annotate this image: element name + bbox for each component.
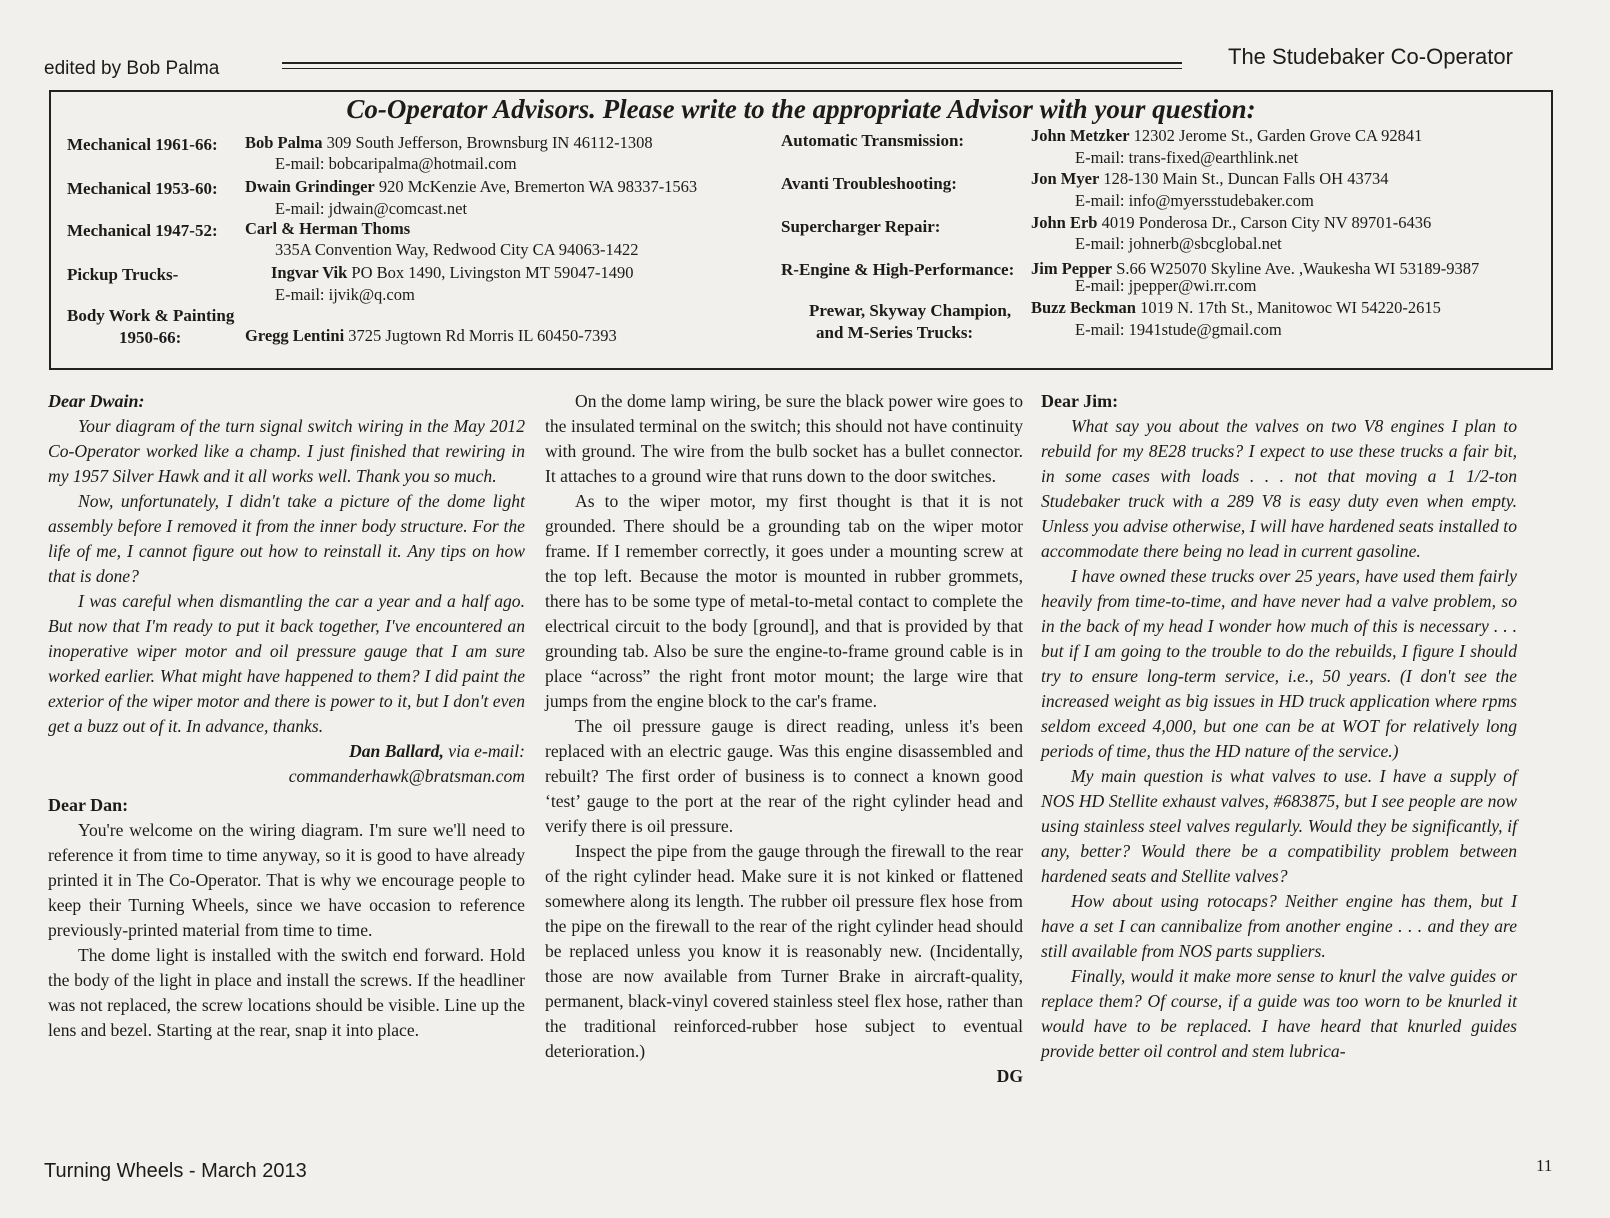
advisor-name: Bob Palma <box>245 133 323 152</box>
advisor-email[interactable]: E-mail: 1941stude@gmail.com <box>1075 320 1282 339</box>
advisor-entry <box>245 176 697 197</box>
salutation: Dear Jim: <box>1041 391 1119 411</box>
signature-email: commanderhawk@bratsman.com <box>288 766 525 786</box>
letter-paragraph: Now, unfortunately, I didn't take a picture of the dome light assembly before I removed it from the inner body structure. For the life of me, I cannot figure out how to reinstall it. Any tips on how that is done? <box>48 491 525 586</box>
advisor-email[interactable]: E-mail: info@myersstudebaker.com <box>1075 191 1314 210</box>
reply-paragraph: On the dome lamp wiring, be sure the black power wire goes to the insulated terminal on the switch; this should not have continuity with ground. The wire from the bulb socket has a bullet connector. It attaches to a ground wire that runs down to the door switches. <box>545 391 1023 486</box>
letter-paragraph: I was careful when dismantling the car a year and a half ago. But now that I'm ready to put it back together, I've encountered an inoperative wiper motor and oil pressure gauge that I am sure worked earlier. What might have happened to them? I did paint the exterior of the wiper motor and there is power to it, but I don't even get a buzz out of it. In advance, thanks. <box>48 591 525 736</box>
advisor-email[interactable]: E-mail: ijvik@q.com <box>275 285 415 304</box>
reply-paragraph: You're welcome on the wiring diagram. I'm sure we'll need to reference it from time to time anyway, so it is good to have already printed it in The Co-Operator. That is why we encourage people to keep their Turning Wheels, since we have occasion to reference previously-printed material from time to time. <box>48 820 525 940</box>
advisor-address: 128-130 Main St., Duncan Falls OH 43734 <box>1103 169 1389 188</box>
column-3 <box>1041 389 1517 1064</box>
advisor-entry <box>245 325 617 346</box>
advisor-entry <box>245 132 653 153</box>
letter-signature <box>48 739 525 764</box>
advisor-category-cont: and M-Series Trucks: <box>816 323 974 342</box>
section-title: The Studebaker Co-Operator <box>1228 44 1513 69</box>
advisor-category: Mechanical 1961-66: <box>67 135 218 154</box>
salutation: Dear Dan: <box>48 795 129 815</box>
advisor-email[interactable]: E-mail: jdwain@comcast.net <box>275 199 468 218</box>
advisor-category: Prewar, Skyway Champion, <box>809 301 1012 320</box>
advisor-entry <box>271 262 633 283</box>
advisor-address: 4019 Ponderosa Dr., Carson City NV 89701-6436 <box>1101 213 1432 232</box>
advisor-entry <box>1031 168 1388 189</box>
advisor-name: Buzz Beckman <box>1031 298 1136 317</box>
advisor-category: Pickup Trucks- <box>67 265 179 284</box>
advisor-entry <box>1031 297 1441 318</box>
advisor-address: 309 South Jefferson, Brownsburg IN 46112-1308 <box>326 133 653 152</box>
reply-paragraph: The oil pressure gauge is direct reading, unless it's been replaced with an electric gauge. Was this engine disassembled and rebuilt? The first order of business is to connect a known good ‘test’ gauge to the port at the rear of the right cylinder head and verify there is oil pressure. <box>545 716 1023 836</box>
advisor-category: R-Engine & High-Performance: <box>781 260 1015 279</box>
advisor-address: 920 McKenzie Ave, Bremerton WA 98337-1563 <box>378 177 698 196</box>
advisor-name: Jon Myer <box>1031 169 1100 188</box>
author-initials: DG <box>996 1066 1023 1086</box>
advisors-title: Co-Operator Advisors. Please write to the appropriate Advisor with your question: <box>346 94 1256 124</box>
advisor-category-cont: 1950-66: <box>119 328 182 347</box>
footer-issue: Turning Wheels - March 2013 <box>44 1160 307 1182</box>
advisor-entry <box>1031 125 1422 146</box>
letter-paragraph: My main question is what valves to use. I have a supply of NOS HD Stellite exhaust valves, #683875, but I see people are now using stainless steel valves regularly. Would they be significantly, if any, better? Would there be a compatibility problem between hardened seats and Stellite valves? <box>1041 766 1517 886</box>
letter-paragraph: What say you about the valves on two V8 engines I plan to rebuild for my 8E28 trucks? I expect to use these trucks a fair bit, in some cases with loads . . . not that moving a 1 1/2-ton Studebaker truck with a 289 V8 is easy duty even when empty. Unless you advise otherwise, I will have hardened seats installed to accommodate there being no lead in current gasoline. <box>1041 416 1517 561</box>
advisor-address: S.66 W25070 Skyline Ave. ,Waukesha WI 53189-9387 <box>1116 259 1480 278</box>
advisor-category: Automatic Transmission: <box>781 131 965 150</box>
advisor-address: PO Box 1490, Livingston MT 59047-1490 <box>351 263 634 282</box>
column-2 <box>545 389 1023 1089</box>
advisor-category: Body Work & Painting <box>67 306 235 325</box>
advisor-address: 3725 Jugtown Rd Morris IL 60450-7393 <box>348 326 617 345</box>
advisor-category: Mechanical 1947-52: <box>67 221 218 240</box>
advisor-email[interactable]: E-mail: johnerb@sbcglobal.net <box>1075 234 1282 253</box>
letter-paragraph: How about using rotocaps? Neither engine has them, but I have a set I can cannibalize from another engine . . . and they are still available from NOS parts suppliers. <box>1041 891 1517 961</box>
advisor-category: Avanti Troubleshooting: <box>781 174 957 193</box>
advisor-name: John Metzker <box>1031 126 1130 145</box>
advisor-email[interactable]: E-mail: trans-fixed@earthlink.net <box>1075 148 1299 167</box>
advisor-address: 12302 Jerome St., Garden Grove CA 92841 <box>1133 126 1423 145</box>
advisor-entry <box>1031 212 1431 233</box>
editor-credit: edited by Bob Palma <box>44 58 220 79</box>
letter-paragraph: I have owned these trucks over 25 years, have used them fairly heavily from time-to-time, and have never had a valve problem, so in the back of my head I wonder how much of this is necessary . . . but if I am going to the trouble to do the rebuilds, I figure I should try to ensure long-term service, i.e., 50 years. (I don't see the increased weight as big issues in HD truck application where rpms seldom exceed 4,000, but one can be at WOT for relatively long periods of time, thus the HD nature of the service.) <box>1041 566 1517 761</box>
advisor-address: 335A Convention Way, Redwood City CA 94063-1422 <box>275 240 639 259</box>
page-number: 11 <box>1536 1156 1553 1175</box>
column-1 <box>48 389 525 1043</box>
advisor-name: Carl & Herman Thoms <box>245 219 411 238</box>
advisor-address: 1019 N. 17th St., Manitowoc WI 54220-2615 <box>1140 298 1441 317</box>
advisor-email[interactable]: E-mail: bobcaripalma@hotmail.com <box>275 154 517 173</box>
advisor-email[interactable]: E-mail: jpepper@wi.rr.com <box>1075 276 1257 295</box>
letter-paragraph: Your diagram of the turn signal switch wiring in the May 2012 Co-Operator worked like a champ. I just finished that rewiring in my 1957 Silver Hawk and it all works well. Thank you so much. <box>48 416 525 486</box>
reply-paragraph: As to the wiper motor, my first thought is that it is not grounded. There should be a grounding tab on the wiper motor frame. If I remember correctly, it goes under a mounting screw at the top left. Because the motor is mounted in rubber grommets, there has to be some type of metal-to-metal contact to complete the electrical circuit to the body [ground], and that is provided by that grounding tab. Also be sure the engine-to-frame ground cable is in place “across” the right front motor mount; the large wire that jumps from the engine block to the car's frame. <box>545 491 1023 711</box>
advisor-name: Ingvar Vik <box>271 263 348 282</box>
signature-name: Dan Ballard, <box>349 741 444 761</box>
advisor-category: Mechanical 1953-60: <box>67 179 218 198</box>
advisor-name: Jim Pepper <box>1031 259 1113 278</box>
header-rule <box>282 62 1182 69</box>
advisor-category: Supercharger Repair: <box>781 217 941 236</box>
salutation: Dear Dwain: <box>48 391 145 411</box>
advisor-name: Gregg Lentini <box>245 326 345 345</box>
advisor-name: John Erb <box>1031 213 1098 232</box>
signature-via: via e-mail: <box>443 741 525 761</box>
reply-paragraph: The dome light is installed with the switch end forward. Hold the body of the light in place and install the screws. If the headliner was not replaced, the screw locations should be visible. Line up the lens and bezel. Starting at the rear, snap it into place. <box>48 945 525 1040</box>
letter-paragraph: Finally, would it make more sense to knurl the valve guides or replace them? Of course, if a guide was too worn to be knurled it would have to be replaced. I have heard that knurled guides provide better oil control and stem lubrica- <box>1041 966 1517 1061</box>
advisor-entry <box>245 218 410 239</box>
reply-paragraph: Inspect the pipe from the gauge through the firewall to the rear of the right cylinder head. Make sure it is not kinked or flattened somewhere along its length. The rubber oil pressure flex hose from the pipe on the firewall to the rear of the right cylinder head should be replaced unless you know it is reasonably new. (Incidentally, those are now available from Turner Brake in aircraft-quality, permanent, black-vinyl covered stainless steel flex hose, rather than the traditional reinforced-rubber hose subject to eventual deterioration.) <box>545 841 1023 1061</box>
advisor-name: Dwain Grindinger <box>245 177 375 196</box>
advisors-box <box>49 90 1553 370</box>
